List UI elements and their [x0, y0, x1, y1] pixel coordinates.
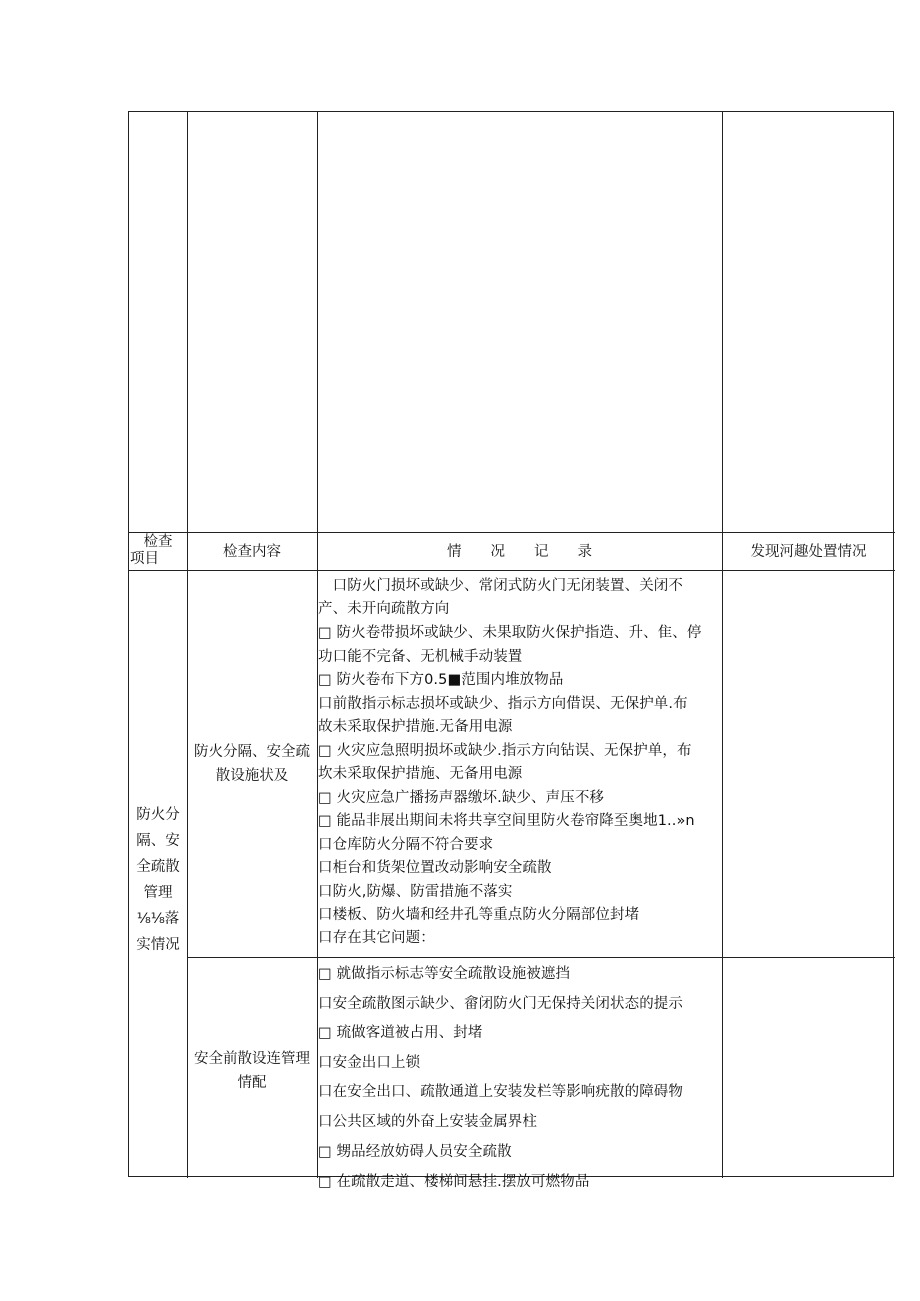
record-line: 口前散指示标志损坏或缺少、指示方向借误、无保护单.布 [318, 696, 688, 712]
section1-content-line: 防火分隔、安全疏 [194, 744, 310, 760]
record-line: □ 琉做客道被占用、封堵 [318, 1025, 483, 1041]
column-divider [722, 112, 723, 1178]
record-line: 口防火,防爆、防雷措施不落实 [318, 884, 513, 900]
record-line: 口公共区域的外奋上安装金属界柱 [318, 1114, 537, 1130]
header-item-line1: 检查 [143, 534, 173, 550]
inspection-table [128, 111, 894, 1190]
record-line: 口柜台和货架位置改动影响安全疏散 [318, 860, 552, 876]
record-line: 故未采取保护措施.无备用电源 [318, 719, 513, 735]
record-line: □ 火灾应急广播扬声器缴坏.缺少、声压不移 [318, 790, 605, 806]
category-line: 全疏散 [136, 859, 180, 875]
section2-content [187, 1047, 317, 1095]
record-line: □ 火灾应急照明损坏或缺少.指示方向钻误、无保护单，布 [318, 743, 692, 759]
category-line: ⅛⅛落 [136, 911, 180, 927]
category-line: 管理 [143, 885, 173, 901]
column-divider [187, 112, 188, 1178]
header-content: 检查内容 [223, 544, 281, 560]
record-line: □ 就做指示标志等安全疏散设施被遮挡 [318, 966, 571, 982]
header-handling: 发现河趣处置情况 [750, 544, 867, 560]
section2-content-line: 安全前散设连管理 [194, 1051, 310, 1067]
category-line: 隔、安 [136, 833, 180, 849]
header-record: 情 况 记 录 [447, 544, 592, 560]
record-line: 口安金出口上锁 [318, 1055, 421, 1071]
record-line: 口存在其它问题： [318, 930, 435, 946]
header-item-line2: 项目 [130, 551, 159, 567]
record-line: □ 在疏散走道、楼梯间悬挂.摆放可燃物品 [318, 1174, 590, 1190]
section2-records [318, 958, 722, 1190]
record-line: □ 防火卷带损坏或缺少、未果取防火保护指造、升、隹、停 [318, 625, 702, 641]
record-line: 坎未采取保护措施、无备用电源 [318, 766, 523, 782]
record-line: 口在安全出口、疏散通道上安装发栏等影响疣散的障碍物 [318, 1084, 683, 1100]
record-line: □ 甥品经放妨碍人员安全疏散 [318, 1144, 512, 1160]
record-line: □ 能品非展出期间未将共享空间里防火卷帘降至奥地1..»n [318, 813, 695, 829]
record-line: 口安全疏散图示缺少、畲闭防火门无保持关闭状态的提示 [318, 996, 683, 1012]
header-item-cell [129, 532, 187, 568]
section1-content [187, 740, 317, 788]
category-line: 实情况 [136, 937, 180, 953]
section1-content-line: 散设施状及 [215, 768, 289, 784]
record-line: 口仓库防火分隔不符合要求 [318, 837, 494, 853]
section1-records [318, 112, 722, 957]
record-line: 口防火门损坏或缺少、常闭式防火门无闭装置、关闭不 [318, 578, 683, 594]
record-line: 功口能不完备、无机械手动装置 [318, 649, 523, 665]
category-line: 防火分 [136, 807, 180, 823]
record-line: 口楼板、防火墙和经井孔等重点防火分隔部位封堵 [318, 907, 640, 923]
record-line: 产、未开向疏散方向 [318, 601, 450, 617]
record-line: □ 防火卷布下方0.5■范围内堆放物品 [318, 672, 564, 688]
category-cell [129, 802, 187, 958]
section2-content-line: 情配 [237, 1075, 267, 1091]
